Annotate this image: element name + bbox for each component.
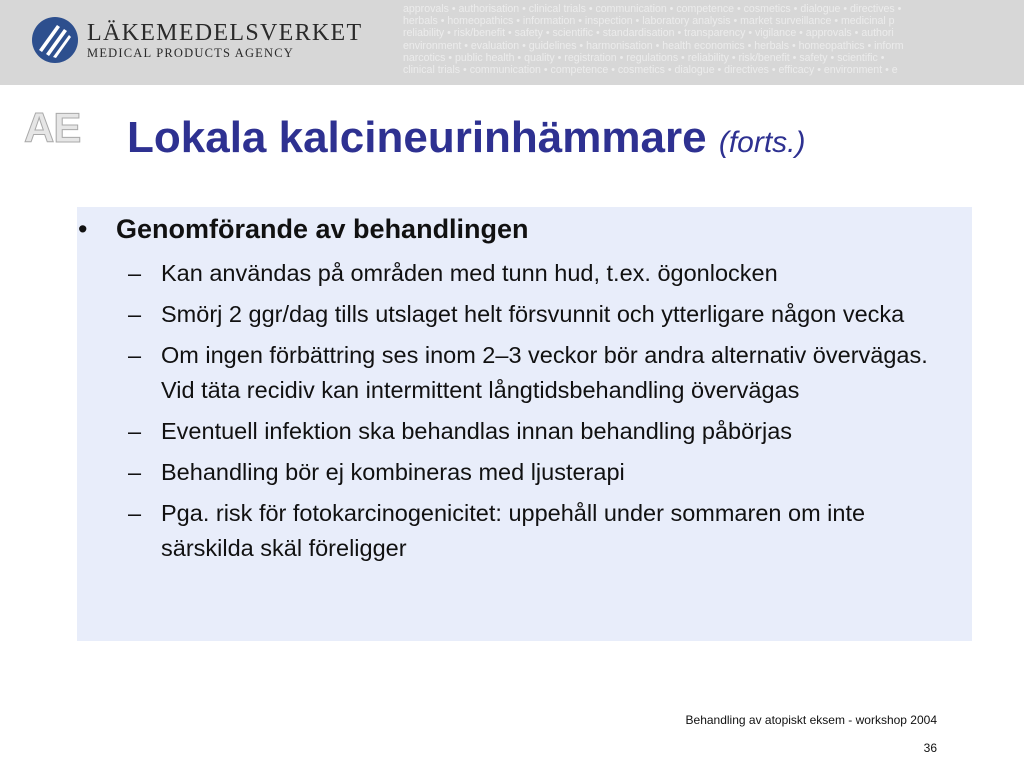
sub-bullet-item xyxy=(128,414,963,449)
page-number: 36 xyxy=(923,741,937,755)
dash-icon: – xyxy=(128,500,142,526)
slide-title-main: Lokala kalcineurinhämmare xyxy=(127,113,707,162)
keyword-line: approvals • authorisation • clinical trials • communication • competence • cosmetics • dialogue • directives • xyxy=(403,3,902,15)
logo-subtitle: MEDICAL PRODUCTS AGENCY xyxy=(87,46,295,60)
header-band xyxy=(0,0,1024,85)
keyword-line: clinical trials • communication • competence • cosmetics • dialogue • directives • efficacy • environment • e xyxy=(403,64,898,77)
keyword-line: narcotics • public health • quality • registration • regulations • reliability • risk/benefit • safety • scientific • xyxy=(403,51,885,64)
keyword-line: herbals • homeopathics • information • inspection • laboratory analysis • market surveillance • medicinal p xyxy=(403,15,895,28)
sub-bullet-text: Om ingen förbättring ses inom 2–3 veckor bör andra alternativ övervägas. Vid täta recidiv kan intermittent långtidsbehandling övervägas xyxy=(161,342,928,403)
sub-bullet-text: Pga. risk för fotokarcinogenicitet: uppehåll under sommaren om inte särskilda skäl föreligger xyxy=(161,500,866,561)
dash-icon: – xyxy=(128,459,142,485)
main-bullet-text: Genomförande av behandlingen xyxy=(116,214,529,244)
sub-bullet-item xyxy=(128,496,963,566)
logo-emblem-icon xyxy=(31,16,79,64)
keyword-line: reliability • risk/benefit • safety • scientific • standardisation • transparency • vigilance • approvals • authori xyxy=(403,27,894,40)
dash-icon: – xyxy=(128,342,142,368)
sub-bullet-text: Smörj 2 ggr/dag tills utslaget helt försvunnit och ytterligare någon vecka xyxy=(161,301,905,327)
sub-bullet-text: Behandling bör ej kombineras med ljusterapi xyxy=(161,459,625,485)
logo-name: LÄKEMEDELSVERKET xyxy=(87,20,363,46)
keyword-line: environment • evaluation • guidelines • harmonisation • health economics • herbals • homeopathics • inform xyxy=(403,39,904,52)
sub-bullet-item xyxy=(128,455,963,490)
agency-logo xyxy=(31,15,362,65)
sub-bullet-text: Kan användas på områden med tunn hud, t.ex. ögonlocken xyxy=(161,260,778,286)
sub-bullet-item xyxy=(128,256,963,291)
dash-icon: – xyxy=(128,418,142,444)
logo-wordmark xyxy=(87,20,362,60)
main-bullet xyxy=(78,212,529,246)
slide-title xyxy=(127,113,806,163)
sub-bullet-item xyxy=(128,338,963,408)
sub-bullet-text: Eventuell infektion ska behandlas innan behandling påbörjas xyxy=(161,418,793,444)
ae-watermark: AE xyxy=(24,104,81,151)
sub-bullet-list xyxy=(128,256,963,572)
keyword-banner xyxy=(403,3,1021,83)
dash-icon: – xyxy=(128,260,142,286)
slide-title-suffix: (forts.) xyxy=(718,126,806,159)
dash-icon: – xyxy=(128,301,142,327)
footer-text: Behandling av atopiskt eksem - workshop 2004 xyxy=(685,713,937,727)
bullet-icon: • xyxy=(78,214,88,244)
sub-bullet-item xyxy=(128,297,963,332)
